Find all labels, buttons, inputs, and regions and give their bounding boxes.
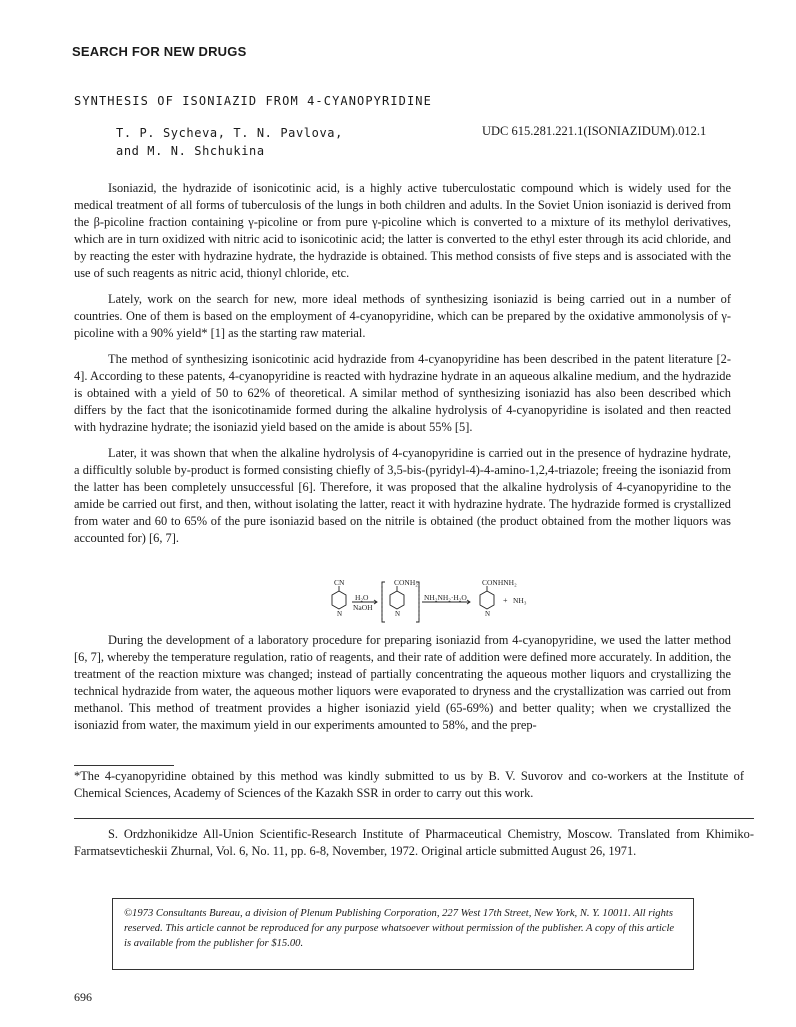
nitrile-group-label: CN (334, 578, 345, 587)
reagent-water-label: H₂O (355, 593, 369, 602)
paragraph: Isoniazid, the hydrazide of isonicotinic acid, is a highly active tuberculostatic compound which is widely used for the medical treatment of all forms of tuberculosis of the lungs in both children and adults. In the Soviet Union isoniazid is derived from the β-picoline fraction containing γ-picoline or from pure γ-picoline which is converted to a mixture of its methylol derivatives, which are in turn oxidized with nitric acid to isonicotinic acid; the latter is converted to the ethyl ester through its acid chloride, and by reacting the ester with hydrazine hydrate, the hydrazide is obtained. This method consists of five steps and is associated with the use of such reagents as nitric acid, thionyl chloride, etc. (74, 181, 731, 280)
section-heading: SEARCH FOR NEW DRUGS (72, 44, 247, 59)
ring-nitrogen-label: N (485, 610, 491, 618)
hydrazide-group-label: CONHNH₂ (482, 578, 517, 587)
intermediate-brackets (382, 582, 419, 622)
paragraph: Lately, work on the search for new, more ideal methods of synthesizing isoniazid is being carried out in a number of countries. One of them is based on the employment of 4-cyanopyridine, which can be prepared by the oxidative ammonolysis of γ-picoline with a 90% yield* [1] as the starting raw material. (74, 292, 731, 340)
ammonia-label: NH₃ (513, 596, 527, 605)
footnote-divider (74, 765, 174, 766)
article-title: SYNTHESIS OF ISONIAZID FROM 4-CYANOPYRIDINE (74, 94, 432, 108)
isonicotinamide-structure (390, 586, 404, 609)
paragraph: The method of synthesizing isonicotinic acid hydrazide from 4-cyanopyridine has been described in the patent literature [2-4]. According to these patents, 4-cyanopyridine is reacted with hydrazine hydrate in an aqueous alkaline medium, and the hydrazide is obtained with a yield of 50 to 62% of theoretical. A similar method of synthesizing isoniazid has also been described which differs by the fact that the isonicotinamide formed during the alkaline hydrolysis of 4-cyanopyridine is isolated and then reacted with hydrazine hydrate; the isoniazid yield based on the amide is about 55% [5]. (74, 352, 731, 434)
reagent-hydrazine-label: NH₂NH₂·H₂O (424, 593, 467, 602)
footnote: *The 4-cyanopyridine obtained by this method was kindly submitted to us by B. V. Suvorov and co-workers at the Institute of Chemical Sciences, Academy of Sciences of the Kazakh SSR in order to carry out this work. (74, 769, 744, 800)
affiliation-note: S. Ordzhonikidze All-Union Scientific-Research Institute of Pharmaceutical Chemistry, Moscow. Translated from Khimiko-Farmatsevticheskii Zhurnal, Vol. 6, No. 11, pp. 6-8, November, 1972. Original article submitted August 26, 1971. (74, 827, 754, 858)
udc-code: UDC 615.281.221.1(ISONIAZIDUM).012.1 (482, 124, 707, 138)
reaction-scheme (322, 578, 562, 628)
ring-nitrogen-label: N (395, 610, 401, 618)
reagent-base-label: NaOH (353, 603, 373, 612)
body-text-after-scheme (74, 632, 731, 743)
copyright-notice: ©1973 Consultants Bureau, a division of Plenum Publishing Corporation, 227 West 17th Street, New York, N. Y. 10011. All rights reserved. This article cannot be reproduced for any purpose whatsoever without permission of the publisher. A copy of this article is available from the publisher for $15.00. (124, 908, 675, 949)
cyanopyridine-structure (332, 586, 346, 609)
affiliation-divider (74, 818, 754, 819)
paragraph: During the development of a laboratory procedure for preparing isoniazid from 4-cyanopyridine, we used the latter method [6, 7], whereby the temperature regulation, ratio of reagents, and their rate of addition were defined more accurately. In addition, the treatment of the reaction mixture was changed; instead of partially concentrating the aqueous mother liquors and crystallizing the technical hydrazide from water, the aqueous mother liquors were evaporated to dryness and the crystallization was carried out from methanol. This method of treatment provides a higher isoniazid yield (65-69%) and better quality; when we crystallized the isoniazid from water, the maximum yield in our experiments amounted to 58%, and the prep- (74, 633, 731, 732)
amide-group-label: CONH₂ (394, 578, 418, 587)
author-list: T. P. Sycheva, T. N. Pavlova, and M. N. Shchukina (116, 126, 343, 158)
paragraph: Later, it was shown that when the alkaline hydrolysis of 4-cyanopyridine is carried out in the presence of hydrazine hydrate, a difficultly soluble by-product is formed consisting chiefly of 3,5-bis-(pyridyl-4)-4-amino-1,2,4-triazole; freeing the isoniazid from the latter has been completely unsuccessful [6]. Therefore, it was proposed that the alkaline hydrolysis of 4-cyanopyridine to the amide be carried out first, and then, without isolating the latter, react it with hydrazine hydrate. The hydrazide formed is crystallized from water and 60 to 65% of the pure isoniazid based on the nitrile is obtained (the product obtained from the mother liquors was accounted for) [6, 7]. (74, 446, 731, 545)
page-number: 696 (74, 990, 92, 1004)
plus-sign: + (503, 596, 508, 605)
ring-nitrogen-label: N (337, 610, 343, 618)
isoniazid-structure (480, 586, 494, 609)
body-text-before-scheme (74, 180, 731, 556)
